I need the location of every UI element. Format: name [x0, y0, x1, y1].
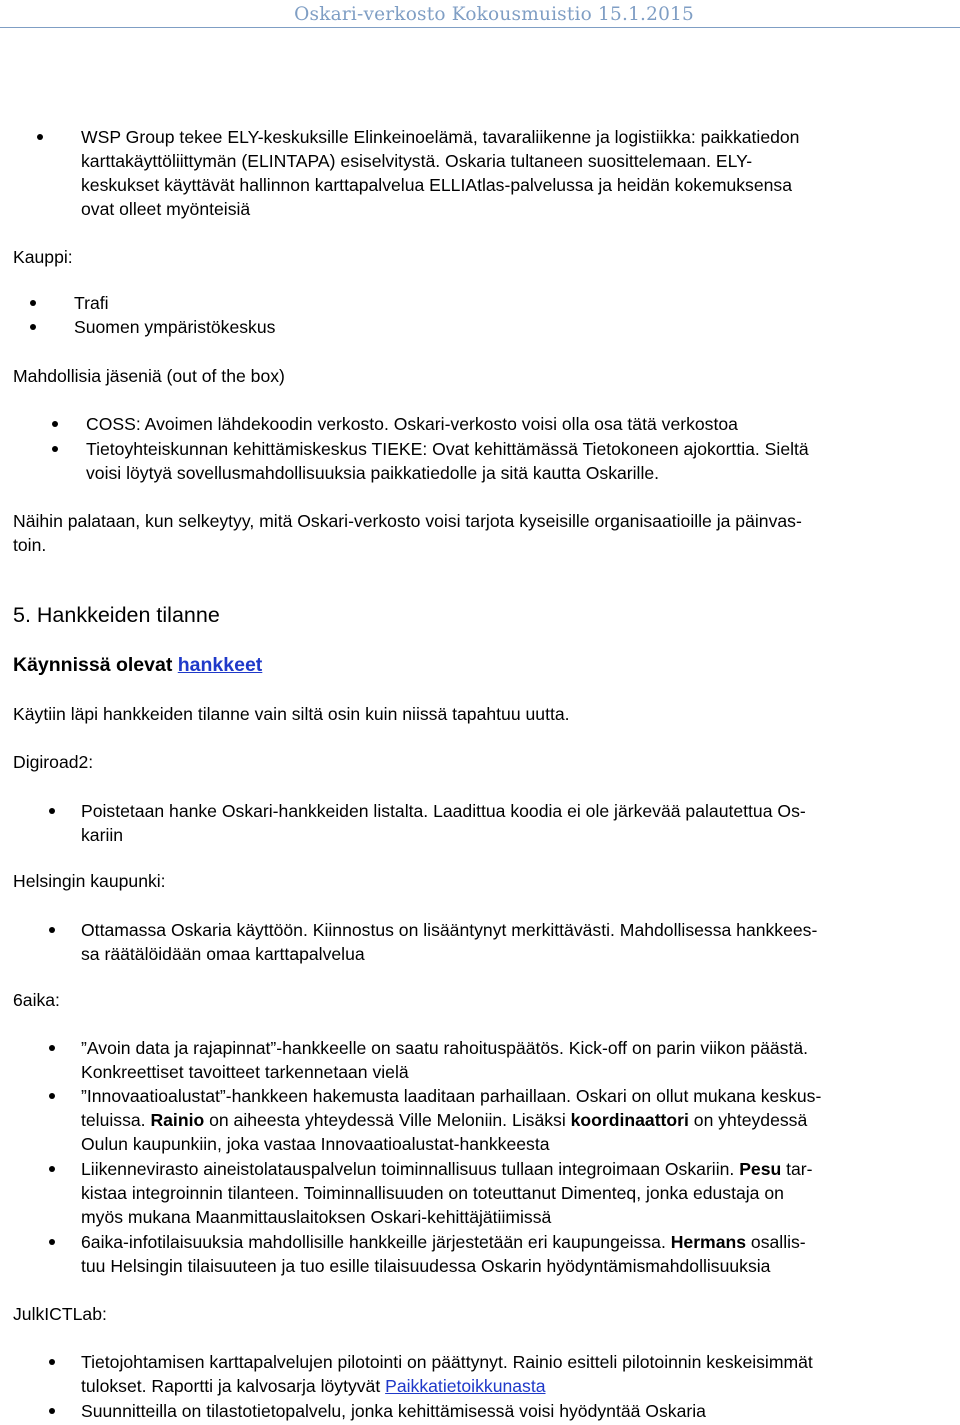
paragraph-line: toin.	[13, 535, 47, 555]
bullet-icon	[49, 808, 55, 814]
wsp-text-line: karttakäyttöliittymän (ELINTAPA) esiselvitystä. Oskaria tultaneen suosittelemaan. ELY-	[81, 151, 753, 171]
list-item-continuation: Konkreettiset tavoitteet tarkennetaan vielä	[81, 1062, 409, 1082]
bullet-icon	[52, 421, 58, 427]
bullet-icon	[52, 446, 58, 452]
text-run: on aiheesta yhteydessä Ville Meloniin. Lisäksi	[204, 1110, 571, 1130]
subsection-heading	[13, 653, 262, 677]
text-run: osallis-	[746, 1232, 806, 1252]
person-name: Rainio	[150, 1110, 205, 1130]
header-divider	[0, 27, 960, 28]
person-name: Pesu	[739, 1159, 782, 1179]
list-item: Suunnitteilla on tilastotietopalvelu, jonka kehittämisessä voisi hyödyntää Oskaria	[81, 1401, 706, 1421]
document-title: Oskari-verkosto Kokousmuistio 15.1.2015	[294, 4, 694, 25]
list-item: Ottamassa Oskaria käyttöön. Kiinnostus on lisääntynyt merkittävästi. Mahdollisessa hankkees-	[81, 920, 818, 940]
paikkatietoikkuna-link[interactable]: Paikkatietoikkunasta	[385, 1376, 546, 1396]
role-name: koordinaattori	[570, 1110, 689, 1130]
bullet-icon	[49, 1359, 55, 1365]
digiroad-label: Digiroad2:	[13, 752, 94, 772]
list-item: Tietoyhteiskunnan kehittämiskeskus TIEKE: Ovat kehittämässä Tietokoneen ajokorttia. Sieltä	[86, 439, 809, 459]
person-name: Hermans	[670, 1232, 747, 1252]
text-run: 6aika-infotilaisuuksia mahdollisille hankkeille järjestetään eri kaupungeissa.	[81, 1232, 671, 1252]
julkict-label: JulkICTLab:	[13, 1304, 107, 1324]
helsinki-label: Helsingin kaupunki:	[13, 871, 166, 891]
bullet-icon	[49, 1166, 55, 1172]
list-item-continuation: kariin	[81, 825, 124, 845]
list-item: Poistetaan hanke Oskari-hankkeiden listalta. Laadittua koodia ei ole järkevää palautettua Os-	[81, 801, 806, 821]
bullet-icon	[49, 1408, 55, 1414]
list-item: ”Innovaatioalustat”-hankkeen hakemusta laaditaan parhaillaan. Oskari on ollut mukana keskus-	[81, 1086, 822, 1106]
paragraph-line: Näihin palataan, kun selkeytyy, mitä Oskari-verkosto voisi tarjota kyseisille organisaatioille ja päinvas-	[13, 511, 802, 531]
list-item: ”Avoin data ja rajapinnat”-hankkeelle on saatu rahoituspäätös. Kick-off on parin viikon päästä.	[81, 1038, 809, 1058]
page-header	[0, 0, 960, 34]
bullet-icon	[49, 1045, 55, 1051]
kuusiaika-label: 6aika:	[13, 990, 60, 1010]
list-item-continuation: tuu Helsingin tilaisuuteen ja tuo esille tilaisuudessa Oskarin hyödyntämismahdollisuuksia	[81, 1256, 771, 1276]
text-run: on yhteydessä	[688, 1110, 808, 1130]
list-item: Trafi	[74, 293, 109, 313]
list-item: COSS: Avoimen lähdekoodin verkosto. Oskari-verkosto voisi olla osa tätä verkostoa	[86, 414, 738, 434]
section-heading: 5. Hankkeiden tilanne	[13, 603, 220, 627]
list-item-continuation: voisi löytyä sovellusmahdollisuuksia paikkatiedolle ja sitä kautta Oskarille.	[86, 463, 660, 483]
mahdollisia-label: Mahdollisia jäseniä (out of the box)	[13, 366, 285, 386]
list-item-continuation: myös mukana Maanmittauslaitoksen Oskari-kehittäjätiimissä	[81, 1207, 552, 1227]
bullet-icon	[30, 300, 36, 306]
list-item: Suomen ympäristökeskus	[74, 317, 276, 337]
list-item	[81, 1230, 806, 1254]
hankkeet-link[interactable]: hankkeet	[177, 654, 263, 676]
bullet-icon	[49, 927, 55, 933]
wsp-text-line: ovat olleet myönteisiä	[81, 199, 251, 219]
wsp-text-line: WSP Group tekee ELY-keskuksille Elinkeinoelämä, tavaraliikenne ja logistiikka: paikkatiedon	[81, 127, 800, 147]
bullet-icon	[49, 1239, 55, 1245]
list-item-continuation: kistaa integroinnin tilanteen. Toiminnallisuuden on toteuttanut Dimenteq, jonka edustaja on	[81, 1183, 784, 1203]
kauppi-label: Kauppi:	[13, 247, 73, 267]
list-item-continuation	[81, 1108, 807, 1132]
list-item-continuation: Oulun kaupunkiin, joka vastaa Innovaatioalustat-hankkeesta	[81, 1134, 550, 1154]
bullet-icon	[37, 134, 43, 140]
text-run: Liikennevirasto aineistolatauspalvelun toiminnallisuus tullaan integroimaan Oskariin.	[81, 1159, 740, 1179]
bullet-icon	[30, 324, 36, 330]
paragraph-line: Käytiin läpi hankkeiden tilanne vain siltä osin kuin niissä tapahtuu uutta.	[13, 704, 570, 724]
subsection-heading-text: Käynnissä olevat	[13, 654, 178, 676]
wsp-text-line: keskukset käyttävät hallinnon karttapalvelua ELLIAtlas-palvelussa ja heidän kokemuksensa	[81, 175, 793, 195]
bullet-icon	[49, 1093, 55, 1099]
text-run: teluissa.	[81, 1110, 151, 1130]
list-item	[81, 1157, 813, 1181]
list-item: Tietojohtamisen karttapalvelujen pilotointi on päättynyt. Rainio esitteli pilotoinnin keskeisimmät	[81, 1352, 813, 1372]
text-run: tulokset. Raportti ja kalvosarja löytyvät	[81, 1376, 386, 1396]
list-item-continuation	[81, 1374, 546, 1398]
list-item-continuation: sa räätälöidään omaa karttapalvelua	[81, 944, 365, 964]
text-run: tar-	[781, 1159, 813, 1179]
